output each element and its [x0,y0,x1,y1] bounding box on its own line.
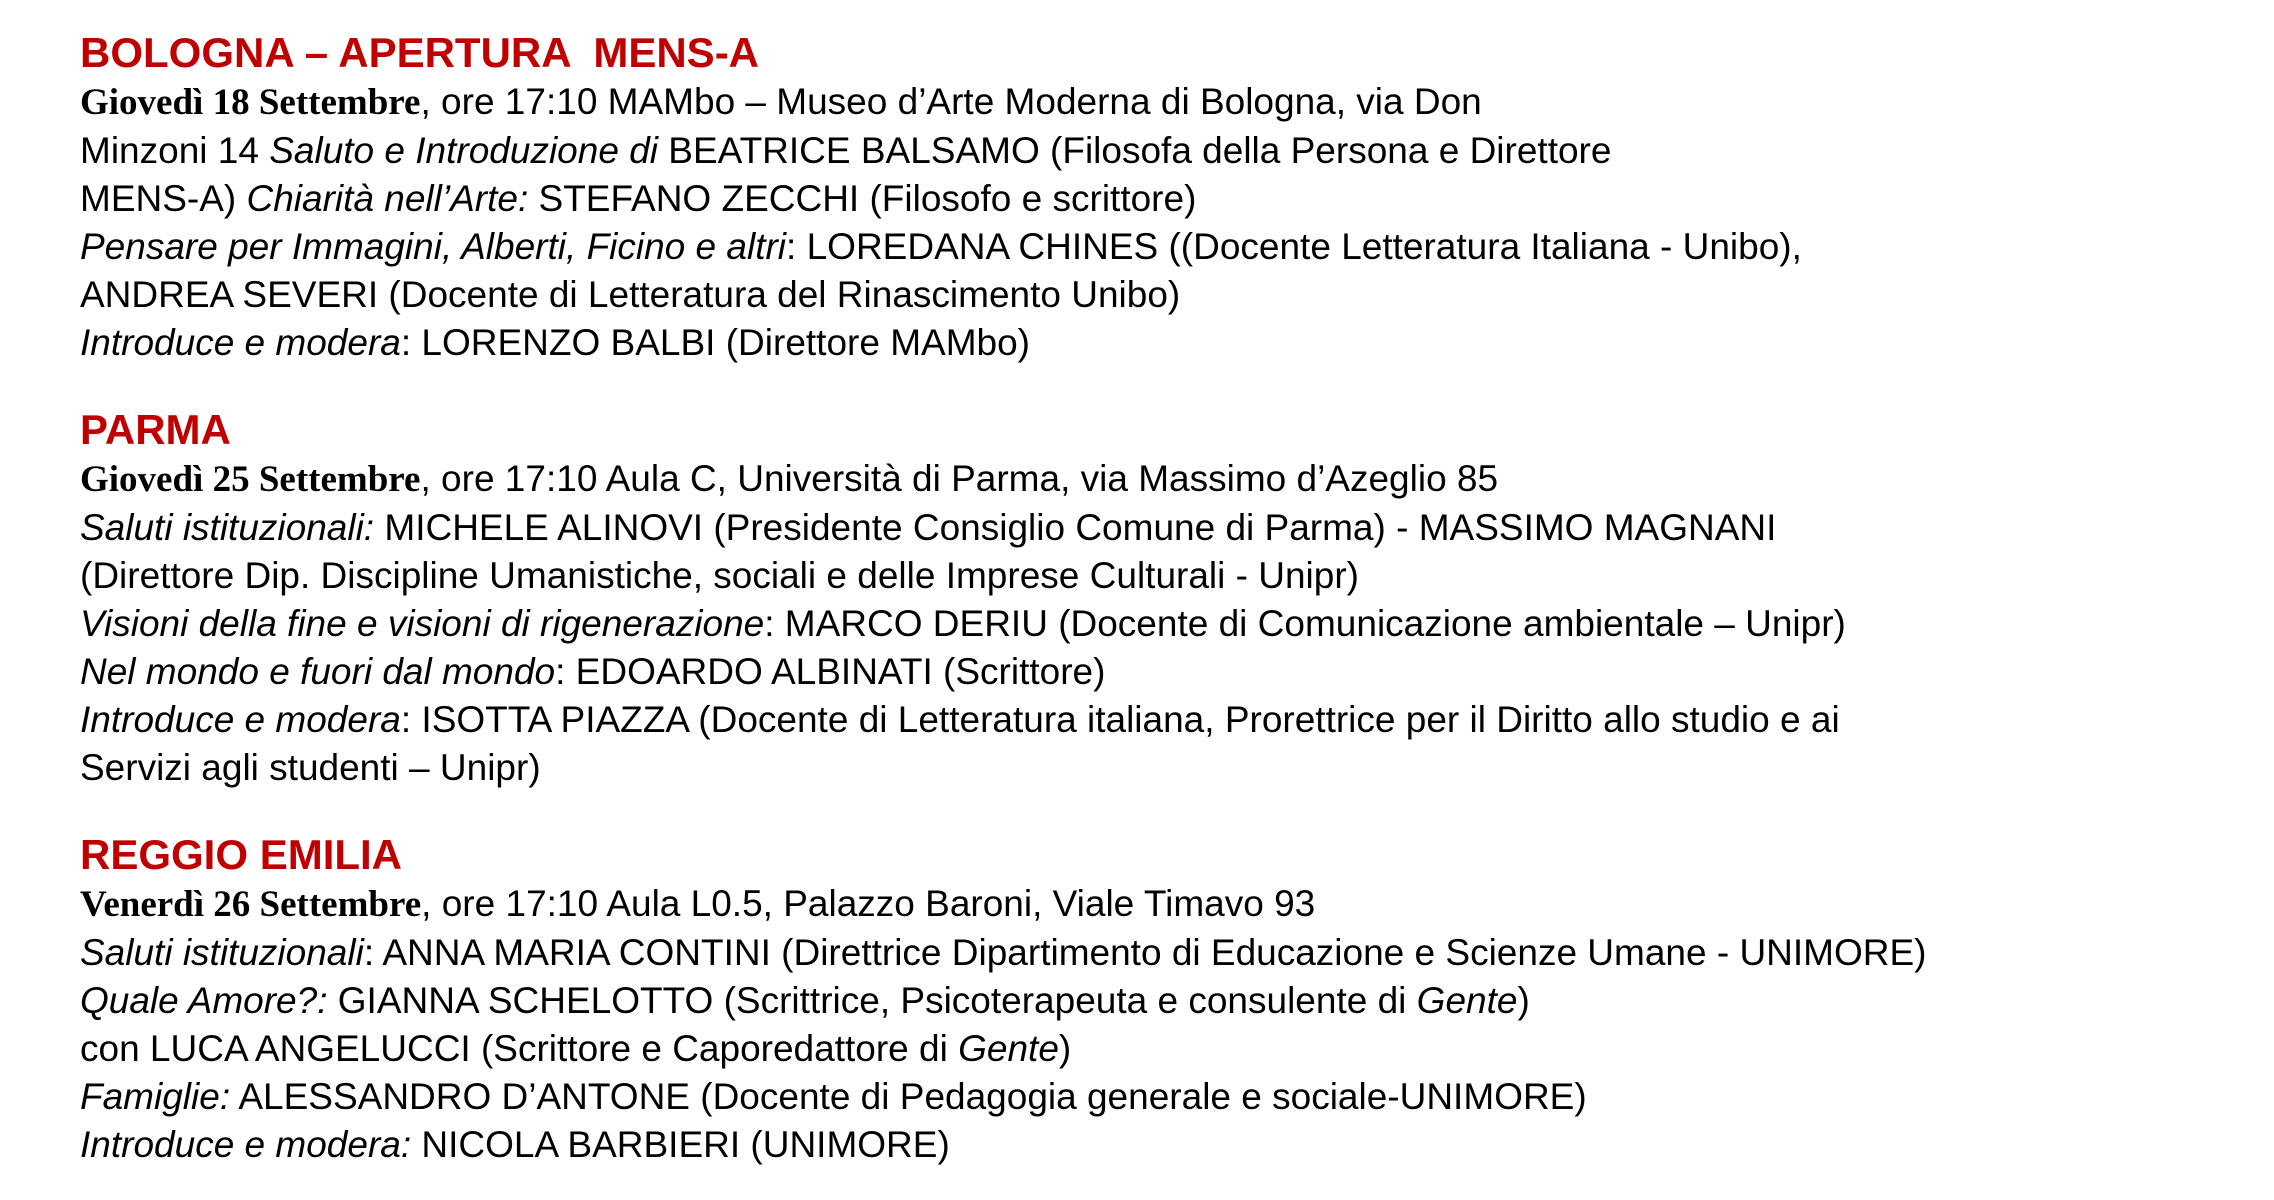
moderator: NICOLA BARBIERI (UNIMORE) [411,1124,950,1165]
text: MENS-A) [80,178,247,219]
program-line [80,929,2250,977]
magazine-name: Gente [958,1028,1059,1069]
speaker: : ANNA MARIA CONTINI (Direttrice Dipartimento di Educazione e Scienze Umane - UNIMORE) [363,932,1927,973]
speaker: ANDREA SEVERI (Docente di Letteratura del Rinascimento Unibo) [80,274,1181,315]
section-parma [80,405,2250,792]
speaker: BEATRICE BALSAMO (Filosofa della Persona e Direttore [658,130,1612,171]
role-label: Introduce e modera: [80,1124,412,1165]
speaker: con LUCA ANGELUCCI (Scrittore e Caporedattore di [80,1028,959,1069]
talk-title: Chiarità nell’Arte: [246,178,529,219]
date-venue-line [80,880,2250,929]
program-line [80,223,2250,271]
speaker: : LOREDANA CHINES ((Docente Letteratura Italiana - Unibo), [786,226,1802,267]
speaker: GIANNA SCHELOTTO (Scrittrice, Psicoterapeuta e consulente di [327,980,1417,1021]
program-line [80,977,2250,1025]
speaker: : EDOARDO ALBINATI (Scrittore) [555,651,1106,692]
speaker: (Direttore Dip. Discipline Umanistiche, sociali e delle Imprese Culturali - Unipr) [80,555,1359,596]
talk-title: Saluto e Introduzione di [269,130,658,171]
program-line [80,1025,2250,1073]
program-line [80,319,2250,367]
speaker: STEFANO ZECCHI (Filosofo e scrittore) [528,178,1197,219]
program-line [80,696,2250,744]
talk-title: Quale Amore?: [80,980,328,1021]
program-line [80,648,2250,696]
magazine-name: Gente [1416,980,1518,1021]
section-heading: REGGIO EMILIA [80,831,403,878]
talk-title: Visioni della fine e visioni di rigenerazione [80,603,765,644]
program-line [80,552,2250,600]
role-label: Introduce e modera [80,322,401,363]
date-venue-line [80,455,2250,504]
talk-title: Pensare per Immagini, Alberti, Ficino e altri [80,226,787,267]
role-label: Saluti istituzionali [80,932,364,973]
program-line [80,504,2250,552]
program-line [80,1073,2250,1121]
text: Minzoni 14 [80,130,270,171]
moderator: : LORENZO BALBI (Direttore MAMbo) [400,322,1031,363]
program-line [80,271,2250,319]
event-program [80,28,2250,1169]
talk-title: Nel mondo e fuori dal mondo [80,651,556,692]
event-date: Giovedì 18 Settembre [80,82,421,123]
date-venue-line [80,78,2250,127]
speaker: MICHELE ALINOVI (Presidente Consiglio Comune di Parma) - MASSIMO MAGNANI [374,507,1777,548]
program-line [80,600,2250,648]
moderator: : ISOTTA PIAZZA (Docente di Letteratura italiana, Prorettrice per il Diritto allo studio e ai [400,699,1840,740]
program-line [80,744,2250,792]
text: ) [1058,1028,1072,1069]
moderator: Servizi agli studenti – Unipr) [80,747,541,788]
role-label: Introduce e modera [80,699,401,740]
text: ) [1517,980,1530,1021]
event-venue: , ore 17:10 Aula L0.5, Palazzo Baroni, Viale Timavo 93 [421,883,1316,924]
section-heading: PARMA [80,406,231,453]
program-line [80,175,2250,223]
event-date: Giovedì 25 Settembre [80,459,421,500]
program-line [80,127,2250,175]
speaker: ALESSANDRO D’ANTONE (Docente di Pedagogia generale e sociale-UNIMORE) [230,1076,1587,1117]
role-label: Saluti istituzionali: [80,507,375,548]
speaker: : MARCO DERIU (Docente di Comunicazione ambientale – Unipr) [764,603,1846,644]
section-reggio-emilia [80,830,2250,1169]
talk-title: Famiglie: [80,1076,231,1117]
event-date: Venerdì 26 Settembre [80,884,422,925]
event-venue: , ore 17:10 MAMbo – Museo d’Arte Moderna di Bologna, via Don [420,81,1482,122]
event-venue: , ore 17:10 Aula C, Università di Parma, via Massimo d’Azeglio 85 [420,458,1499,499]
section-bologna [80,28,2250,367]
section-heading: BOLOGNA – APERTURA MENS-A [80,29,760,76]
program-line [80,1121,2250,1169]
